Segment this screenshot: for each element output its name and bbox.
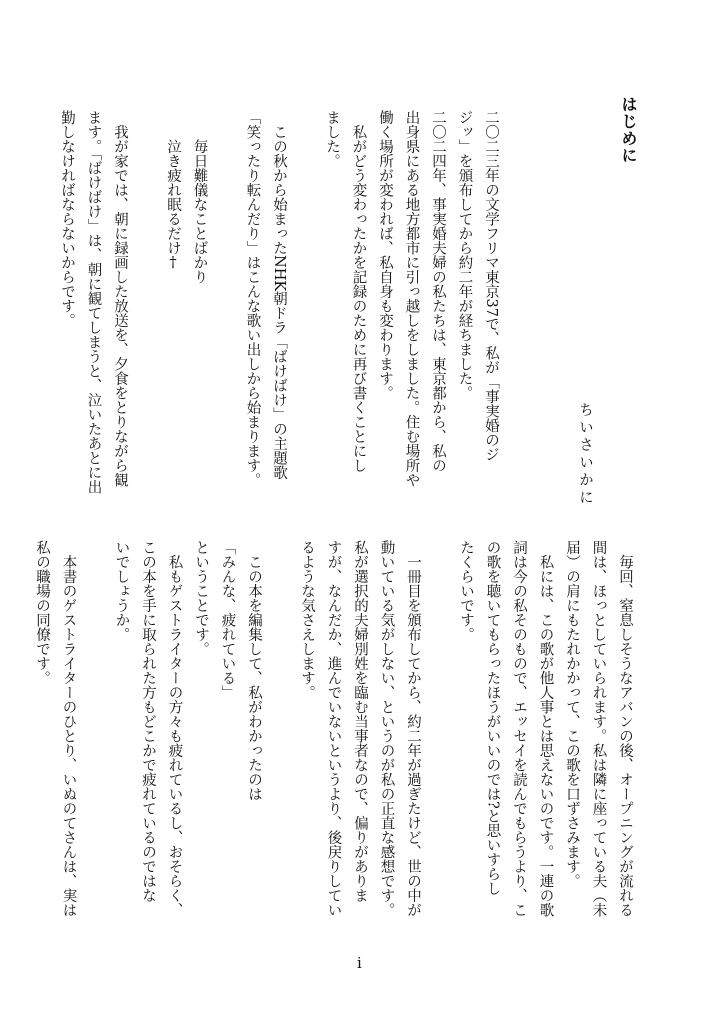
- page-number: i: [357, 954, 362, 972]
- author-name: ちいさいかに: [577, 402, 593, 507]
- body-text-upper: 二〇二三年の文学フリマ東京37で、私が「事実婚のジ ジッ」を頒布してから約二年が経ちました。 二〇二四年、事実婚夫婦の私たちは、東京都から、私の 出身県にある地方都市に引っ越しをしました。住む場所や 働く場所が変われば、私自身も変わります。 私がどう変わったかを記録のために再び書くことにし ました。 この秋から始まったNHK朝ドラ「ばけばけ」の主題歌 「笑ったり転んだり」はこんな歌い出しから始まります。 毎日難儀なことばかり 泣き疲れ眠るだけ† 我が家では、朝に録画した放送を、夕食をとりながら観 ます。「ばけばけ」は、朝に観てしまうと、泣いたあとに出 勤しなければならないからです。: [59, 110, 499, 495]
- body-text-lower: 毎回、窒息しそうなアバンの後、オープニングが流れる 間は、ほっとしていられます。私は隣に座っている夫（未 届）の肩にもたれかかって、この歌を口ずさみます。 私には、この歌が他人事とは思えないのです。一連の歌 詞は今の私そのもので、エッセイを読んでもらうより、こ の歌を聴いてもらったほうがいいのでは?と思いすらし たくらいです。 一冊目を頒布してから、約二年が過ぎたけど、世の中が 動いている気がしない、というのが私の正直な感想です。 私が選択的夫婦別姓を臨む当事者なので、偏りがありま すが、なんだか、進んでいないというより、後戻りしてい るような気さえします。 この本を編集して、私がわかったのは 「みんな、疲れている」 ということです。 私もゲストライターの方々も疲れているし、おそらく、 この本を手に取られた方もどこかで疲れているのではな いでしょうか。 本書のゲストライターのひとり、いぬのてさんは、実は 私の職場の同僚です。: [34, 540, 633, 917]
- page-title: はじめに: [619, 96, 638, 164]
